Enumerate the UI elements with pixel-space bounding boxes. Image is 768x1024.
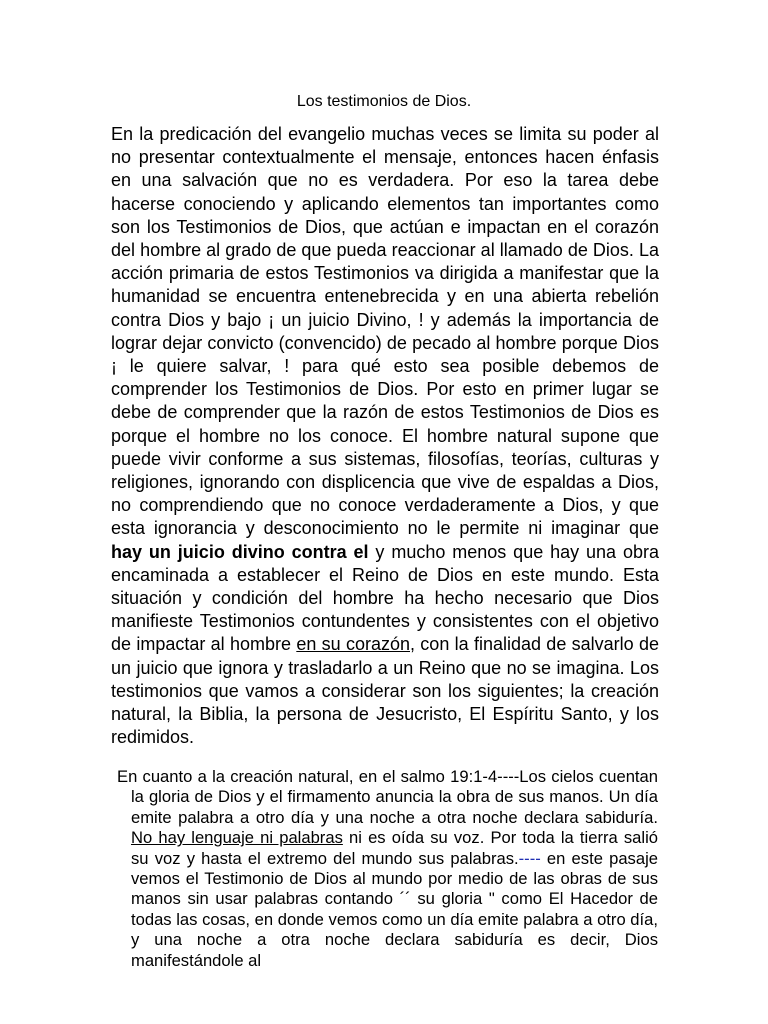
paragraph-introduction xyxy=(111,123,659,749)
paragraph-text: En cuanto a la creación natural, en el salmo 19:1-4----Los cielos cuentan la gloria de Dios y el firmamento anuncia la obra de sus manos. Un día emite palabra a otro día y una noche a otra noche declara sabiduría. xyxy=(117,767,658,827)
paragraph-text: En la predicación del evangelio muchas veces se limita su poder al no presentar contextualmente el mensaje, entonces hacen énfasis en una salvación que no es verdadera. Por eso la tarea debe hacerse conociendo y aplicando elementos tan importantes como son los Testimonios de Dios, que actúan e impactan en el corazón del hombre al grado de que pueda reaccionar al llamado de Dios. La acción primaria de estos Testimonios va dirigida a manifestar que la humanidad se encuentra entenebrecida y en una abierta rebelión contra Dios y bajo ¡ un juicio Divino, ! y además la importancia de lograr dejar convicto (convencido) de pecado al hombre porque Dios ¡ le quiere salvar, ! para qué esto sea posible debemos de comprender los Testimonios de Dios. Por esto en primer lugar se debe de comprender que la razón de estos Testimonios de Dios es porque el hombre no los conoce. El hombre natural supone que puede vivir conforme a sus sistemas, filosofías, teorías, culturas y religiones, ignorando con displicencia que vive de espaldas a Dios, no comprendiendo que no conoce verdaderamente a Dios, y que esta ignorancia y desconocimiento no le permite ni imaginar que xyxy=(111,124,659,539)
paragraph-text: en este pasaje vemos el Testimonio de Dios al mundo por medio de las obras de sus manos sin usar palabras contando ´´ su gloria " como El Hacedor de todas las cosas, en donde vemos como un día emite palabra a otro día, y una noche a otra noche declara sabiduría es decir, Dios manifestándole al xyxy=(131,848,658,970)
document-title: Los testimonios de Dios. xyxy=(296,93,472,110)
underlined-phrase: en su corazón xyxy=(296,634,410,655)
dashes-marker: ---- xyxy=(518,848,541,868)
paragraph-text: y mucho menos que hay una obra encaminada a establecer el Reino de Dios en este mundo. Esta situación y condición del hombre ha hecho necesario que Dios manifieste Testimonios contundentes y consistentes con el objetivo de impactar al hombre xyxy=(111,541,659,655)
underlined-phrase: No hay lenguaje ni palabras xyxy=(131,828,343,848)
paragraph-text: , con la finalidad de salvarlo de un juicio que ignora y trasladarlo a un Reino que no se imagina. Los testimonios que vamos a considerar son los siguientes; la creación natural, la Biblia, la persona de Jesucristo, El Espíritu Santo, y los redimidos. xyxy=(111,634,659,748)
paragraph-creation xyxy=(116,767,658,971)
bold-phrase: hay un juicio divino contra el xyxy=(111,541,369,562)
paragraph-text: ni es oída su voz. Por toda la tierra salió su voz y hasta el extremo del mundo sus palabras. xyxy=(131,828,658,868)
paragraph-body xyxy=(116,767,658,971)
